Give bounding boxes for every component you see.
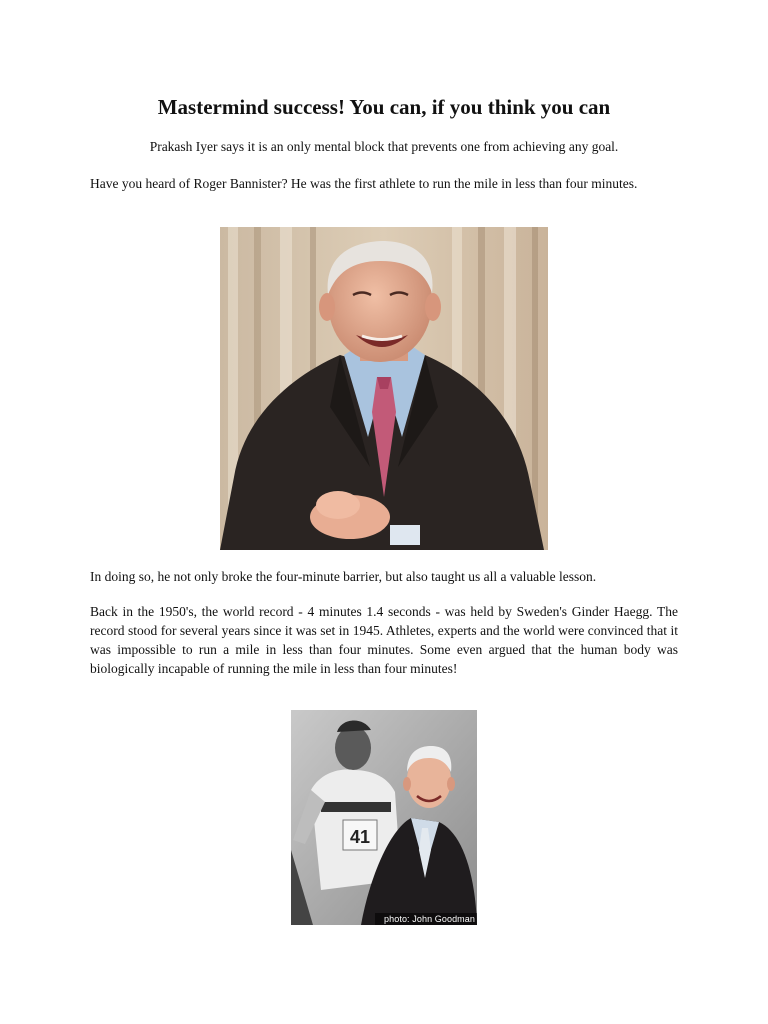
photo-credit: photo: John Goodman (384, 914, 475, 924)
paragraph-3: Back in the 1950's, the world record - 4 minutes 1.4 seconds - was held by Sweden's Ginder Haegg. The record stood for several years since it was set in 1945. Athletes, experts and the world were convinced that it was impossible to run a mile in less than four minutes. Some even argued that the human body was biologically incapable of running the mile in less than four minutes! (90, 604, 678, 676)
article-title: Mastermind success! You can, if you think you can (157, 95, 611, 119)
photo-roger-bannister-portrait (220, 227, 548, 550)
paragraph-1: Have you heard of Roger Bannister? He was the first athlete to run the mile in less than four minutes. (90, 176, 638, 191)
runner-bib-number: 41 (349, 827, 371, 847)
paragraph-2: In doing so, he not only broke the four-minute barrier, but also taught us all a valuable lesson. (90, 569, 597, 584)
article-subtitle: Prakash Iyer says it is an only mental block that prevents one from achieving any goal. (149, 139, 619, 154)
photo-bannister-with-runner-poster (291, 710, 477, 925)
